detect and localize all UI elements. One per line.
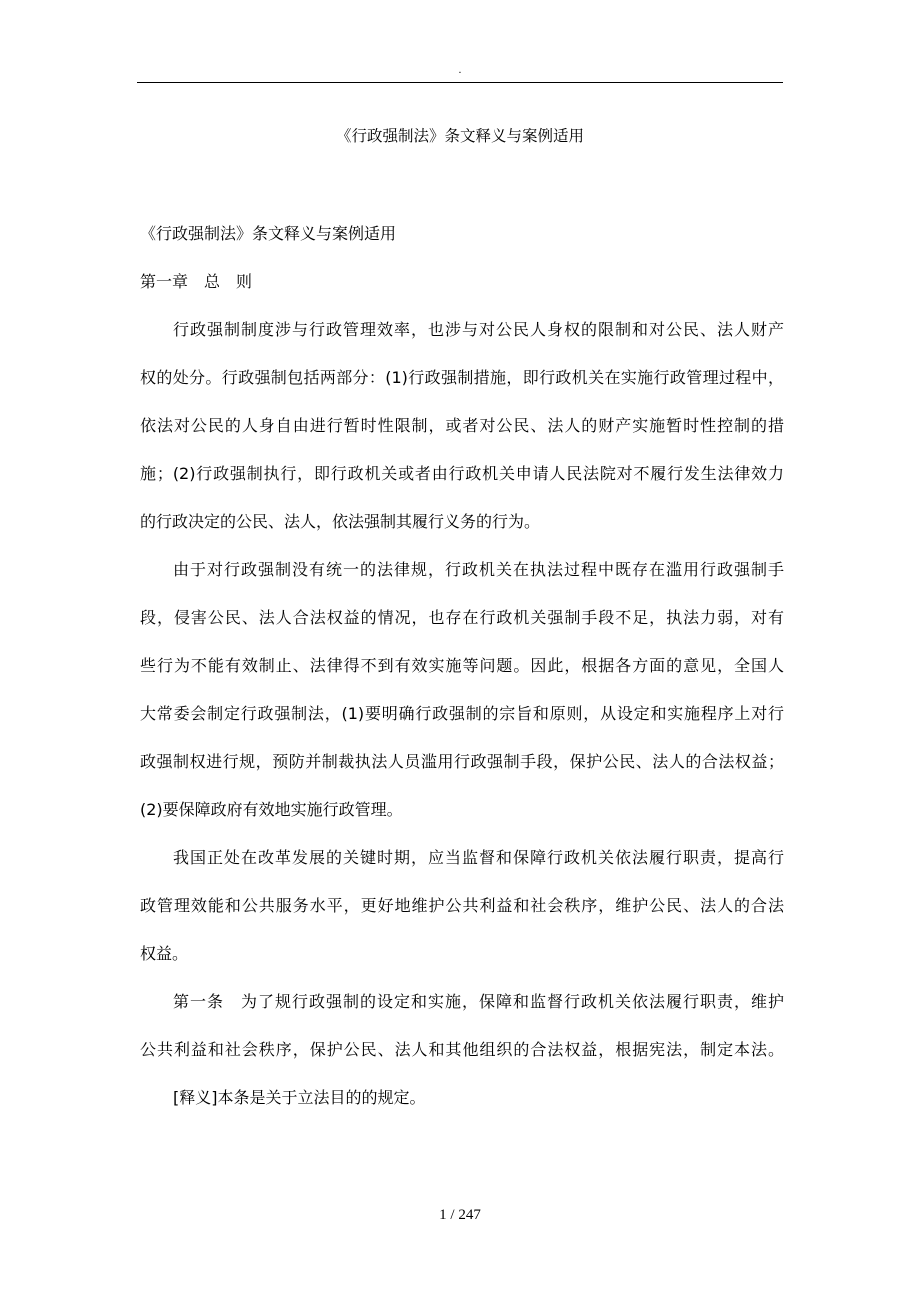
paragraph-line: 由于对行政强制没有统一的法律规，行政机关在执法过程中既存在滥用行政强制手	[173, 560, 784, 579]
paragraph-line: 的行政决定的公民、法人，依法强制其履行义务的行为。	[140, 512, 541, 531]
paragraph-line: [释义]本条是关于立法目的的规定。	[173, 1088, 426, 1107]
paragraph-line: 大常委会制定行政强制法，(1)要明确行政强制的宗旨和原则，从设定和实施程序上对行	[140, 704, 784, 723]
paragraph-line: 第一条 为了规行政强制的设定和实施，保障和监督行政机关依法履行职责，维护	[173, 992, 784, 1011]
paragraph-line: 权益。	[140, 944, 189, 963]
paragraph-line: (2)要保障政府有效地实施行政管理。	[140, 800, 403, 819]
document-subtitle: 《行政强制法》条文释义与案例适用	[140, 224, 397, 243]
paragraph-line: 依法对公民的人身自由进行暂时性限制，或者对公民、法人的财产实施暂时性控制的措	[140, 416, 784, 435]
paragraph-line: 行政强制制度涉与行政管理效率，也涉与对公民人身权的限制和对公民、法人财产	[173, 320, 784, 339]
paragraph-line: 政强制权进行规，预防并制裁执法人员滥用行政强制手段，保护公民、法人的合法权益；	[140, 752, 784, 771]
paragraph-line: 权的处分。行政强制包括两部分：(1)行政强制措施，即行政机关在实施行政管理过程中，	[140, 368, 784, 387]
paragraph-line: 段，侵害公民、法人合法权益的情况，也存在行政机关强制手段不足，执法力弱，对有	[140, 608, 784, 627]
paragraph-line: 施；(2)行政强制执行，即行政机关或者由行政机关申请人民法院对不履行发生法律效力	[140, 464, 784, 483]
document-title: 《行政强制法》条文释义与案例适用	[335, 127, 584, 145]
paragraph-line: 政管理效能和公共服务水平，更好地维护公共利益和社会秩序，维护公民、法人的合法	[140, 896, 784, 915]
header-rule	[137, 82, 783, 83]
paragraph-line: 些行为不能有效制止、法律得不到有效实施等问题。因此，根据各方面的意见，全国人	[140, 656, 784, 675]
header-mark: .	[458, 65, 462, 76]
page-number: 1 / 247	[439, 1207, 481, 1223]
paragraph-line: 我国正处在改革发展的关键时期，应当监督和保障行政机关依法履行职责，提高行	[173, 848, 784, 867]
chapter-heading: 第一章 总 则	[140, 272, 253, 291]
paragraph-line: 公共利益和社会秩序，保护公民、法人和其他组织的合法权益，根据宪法，制定本法。	[140, 1040, 784, 1059]
